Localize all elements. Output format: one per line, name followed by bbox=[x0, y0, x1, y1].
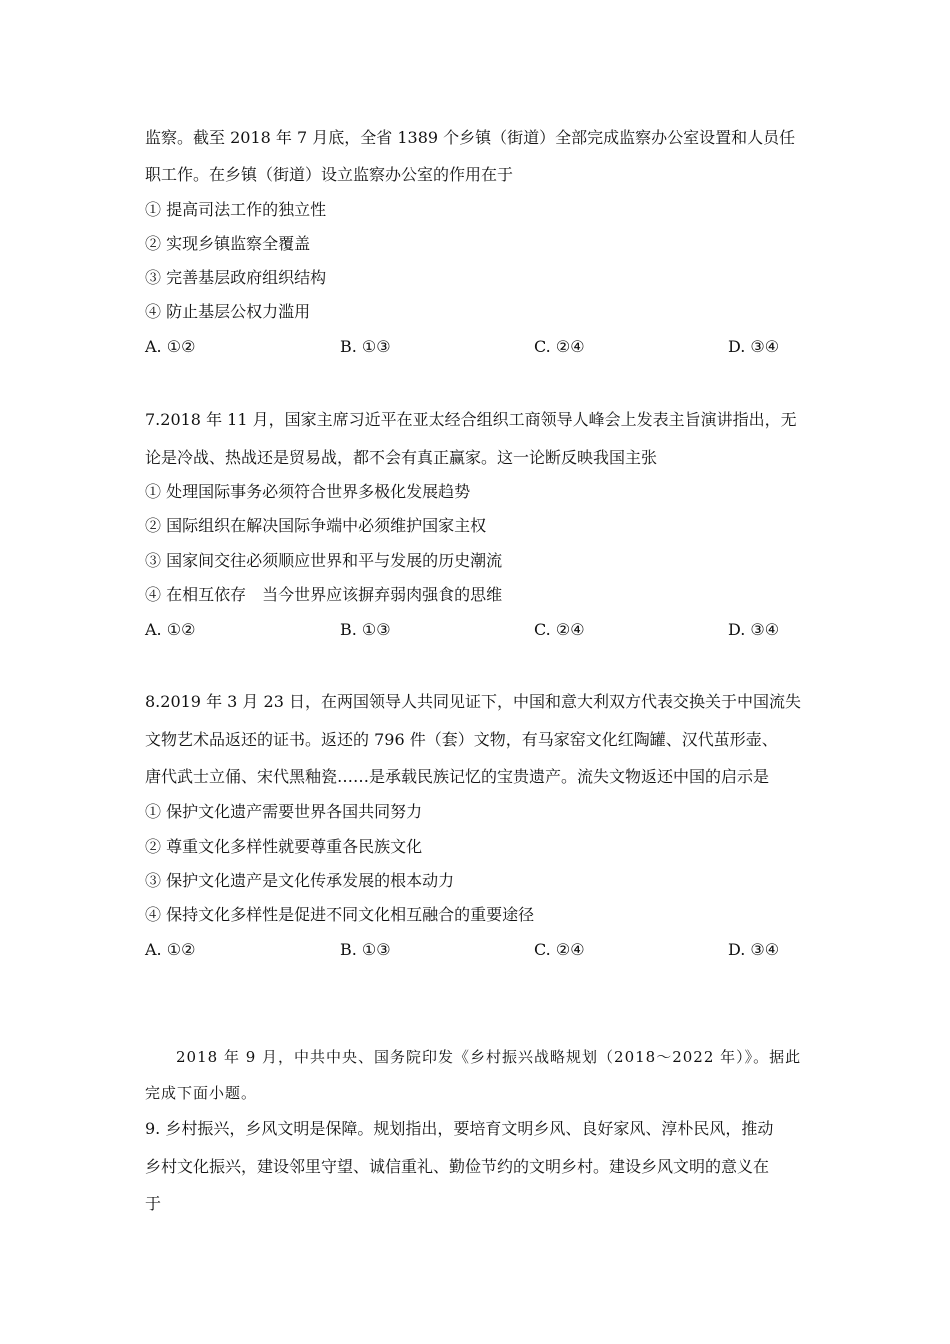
q7-stem-line-1: 7.2018 年 11 月，国家主席习近平在亚太经合组织工商领导人峰会上发表主旨演讲指出，无 bbox=[145, 410, 797, 429]
q6-item-4: ④ 防止基层公权力滥用 bbox=[145, 302, 311, 321]
q9-stem-line-2: 乡村文化振兴，建设邻里守望、诚信重礼、勤俭节约的文明乡村。建设乡风文明的意义在 bbox=[145, 1157, 770, 1176]
q7-option-d: D. ③④ bbox=[728, 620, 780, 639]
q8-option-b: B. ①③ bbox=[340, 940, 391, 959]
q6-item-1: ① 提高司法工作的独立性 bbox=[145, 200, 327, 219]
q7-option-a: A. ①② bbox=[145, 620, 196, 639]
q9-stem-line-3: 于 bbox=[145, 1194, 162, 1213]
q8-option-a: A. ①② bbox=[145, 940, 196, 959]
q8-option-d: D. ③④ bbox=[728, 940, 780, 959]
q7-item-3: ③ 国家间交往必须顺应世界和平与发展的历史潮流 bbox=[145, 551, 503, 570]
q6-item-3: ③ 完善基层政府组织结构 bbox=[145, 268, 327, 287]
q8-item-4: ④ 保持文化多样性是促进不同文化相互融合的重要途径 bbox=[145, 905, 535, 924]
q8-item-3: ③ 保护文化遗产是文化传承发展的根本动力 bbox=[145, 871, 455, 890]
q6-option-c: C. ②④ bbox=[534, 337, 585, 356]
q6-stem-line-2: 职工作。在乡镇（街道）设立监察办公室的作用在于 bbox=[145, 165, 514, 184]
q7-item-1: ① 处理国际事务必须符合世界多极化发展趋势 bbox=[145, 482, 471, 501]
intro-line-2: 完成下面小题。 bbox=[145, 1084, 258, 1102]
q7-item-4: ④ 在相互依存 当今世界应该摒弃弱肉强食的思维 bbox=[145, 585, 503, 604]
q8-stem-line-1: 8.2019 年 3 月 23 日，在两国领导人共同见证下，中国和意大利双方代表交换关于中国流失 bbox=[145, 692, 801, 711]
q7-option-c: C. ②④ bbox=[534, 620, 585, 639]
q7-item-2: ② 国际组织在解决国际争端中必须维护国家主权 bbox=[145, 516, 487, 535]
q7-stem-line-2: 论是冷战、热战还是贸易战，都不会有真正赢家。这一论断反映我国主张 bbox=[145, 448, 658, 467]
q8-option-c: C. ②④ bbox=[534, 940, 585, 959]
q8-item-2: ② 尊重文化多样性就要尊重各民族文化 bbox=[145, 837, 423, 856]
q6-option-d: D. ③④ bbox=[728, 337, 780, 356]
q9-stem-line-1: 9. 乡村振兴，乡风文明是保障。规划指出，要培育文明乡风、良好家风、淳朴民风，推动 bbox=[145, 1119, 774, 1138]
q6-stem-line-1: 监察。截至 2018 年 7 月底，全省 1389 个乡镇（街道）全部完成监察办公室设置和人员任 bbox=[145, 128, 796, 147]
q7-option-b: B. ①③ bbox=[340, 620, 391, 639]
q8-item-1: ① 保护文化遗产需要世界各国共同努力 bbox=[145, 802, 423, 821]
q6-option-a: A. ①② bbox=[145, 337, 196, 356]
q6-item-2: ② 实现乡镇监察全覆盖 bbox=[145, 234, 311, 253]
intro-line-1: 2018 年 9 月，中共中央、国务院印发《乡村振兴战略规划（2018～2022 年）》。据此 bbox=[176, 1048, 802, 1066]
q8-stem-line-2: 文物艺术品返还的证书。返还的 796 件（套）文物，有马家窑文化红陶罐、汉代茧形壶、 bbox=[145, 730, 778, 749]
q8-stem-line-3: 唐代武士立俑、宋代黑釉瓷……是承载民族记忆的宝贵遗产。流失文物返还中国的启示是 bbox=[145, 767, 770, 786]
q6-option-b: B. ①③ bbox=[340, 337, 391, 356]
